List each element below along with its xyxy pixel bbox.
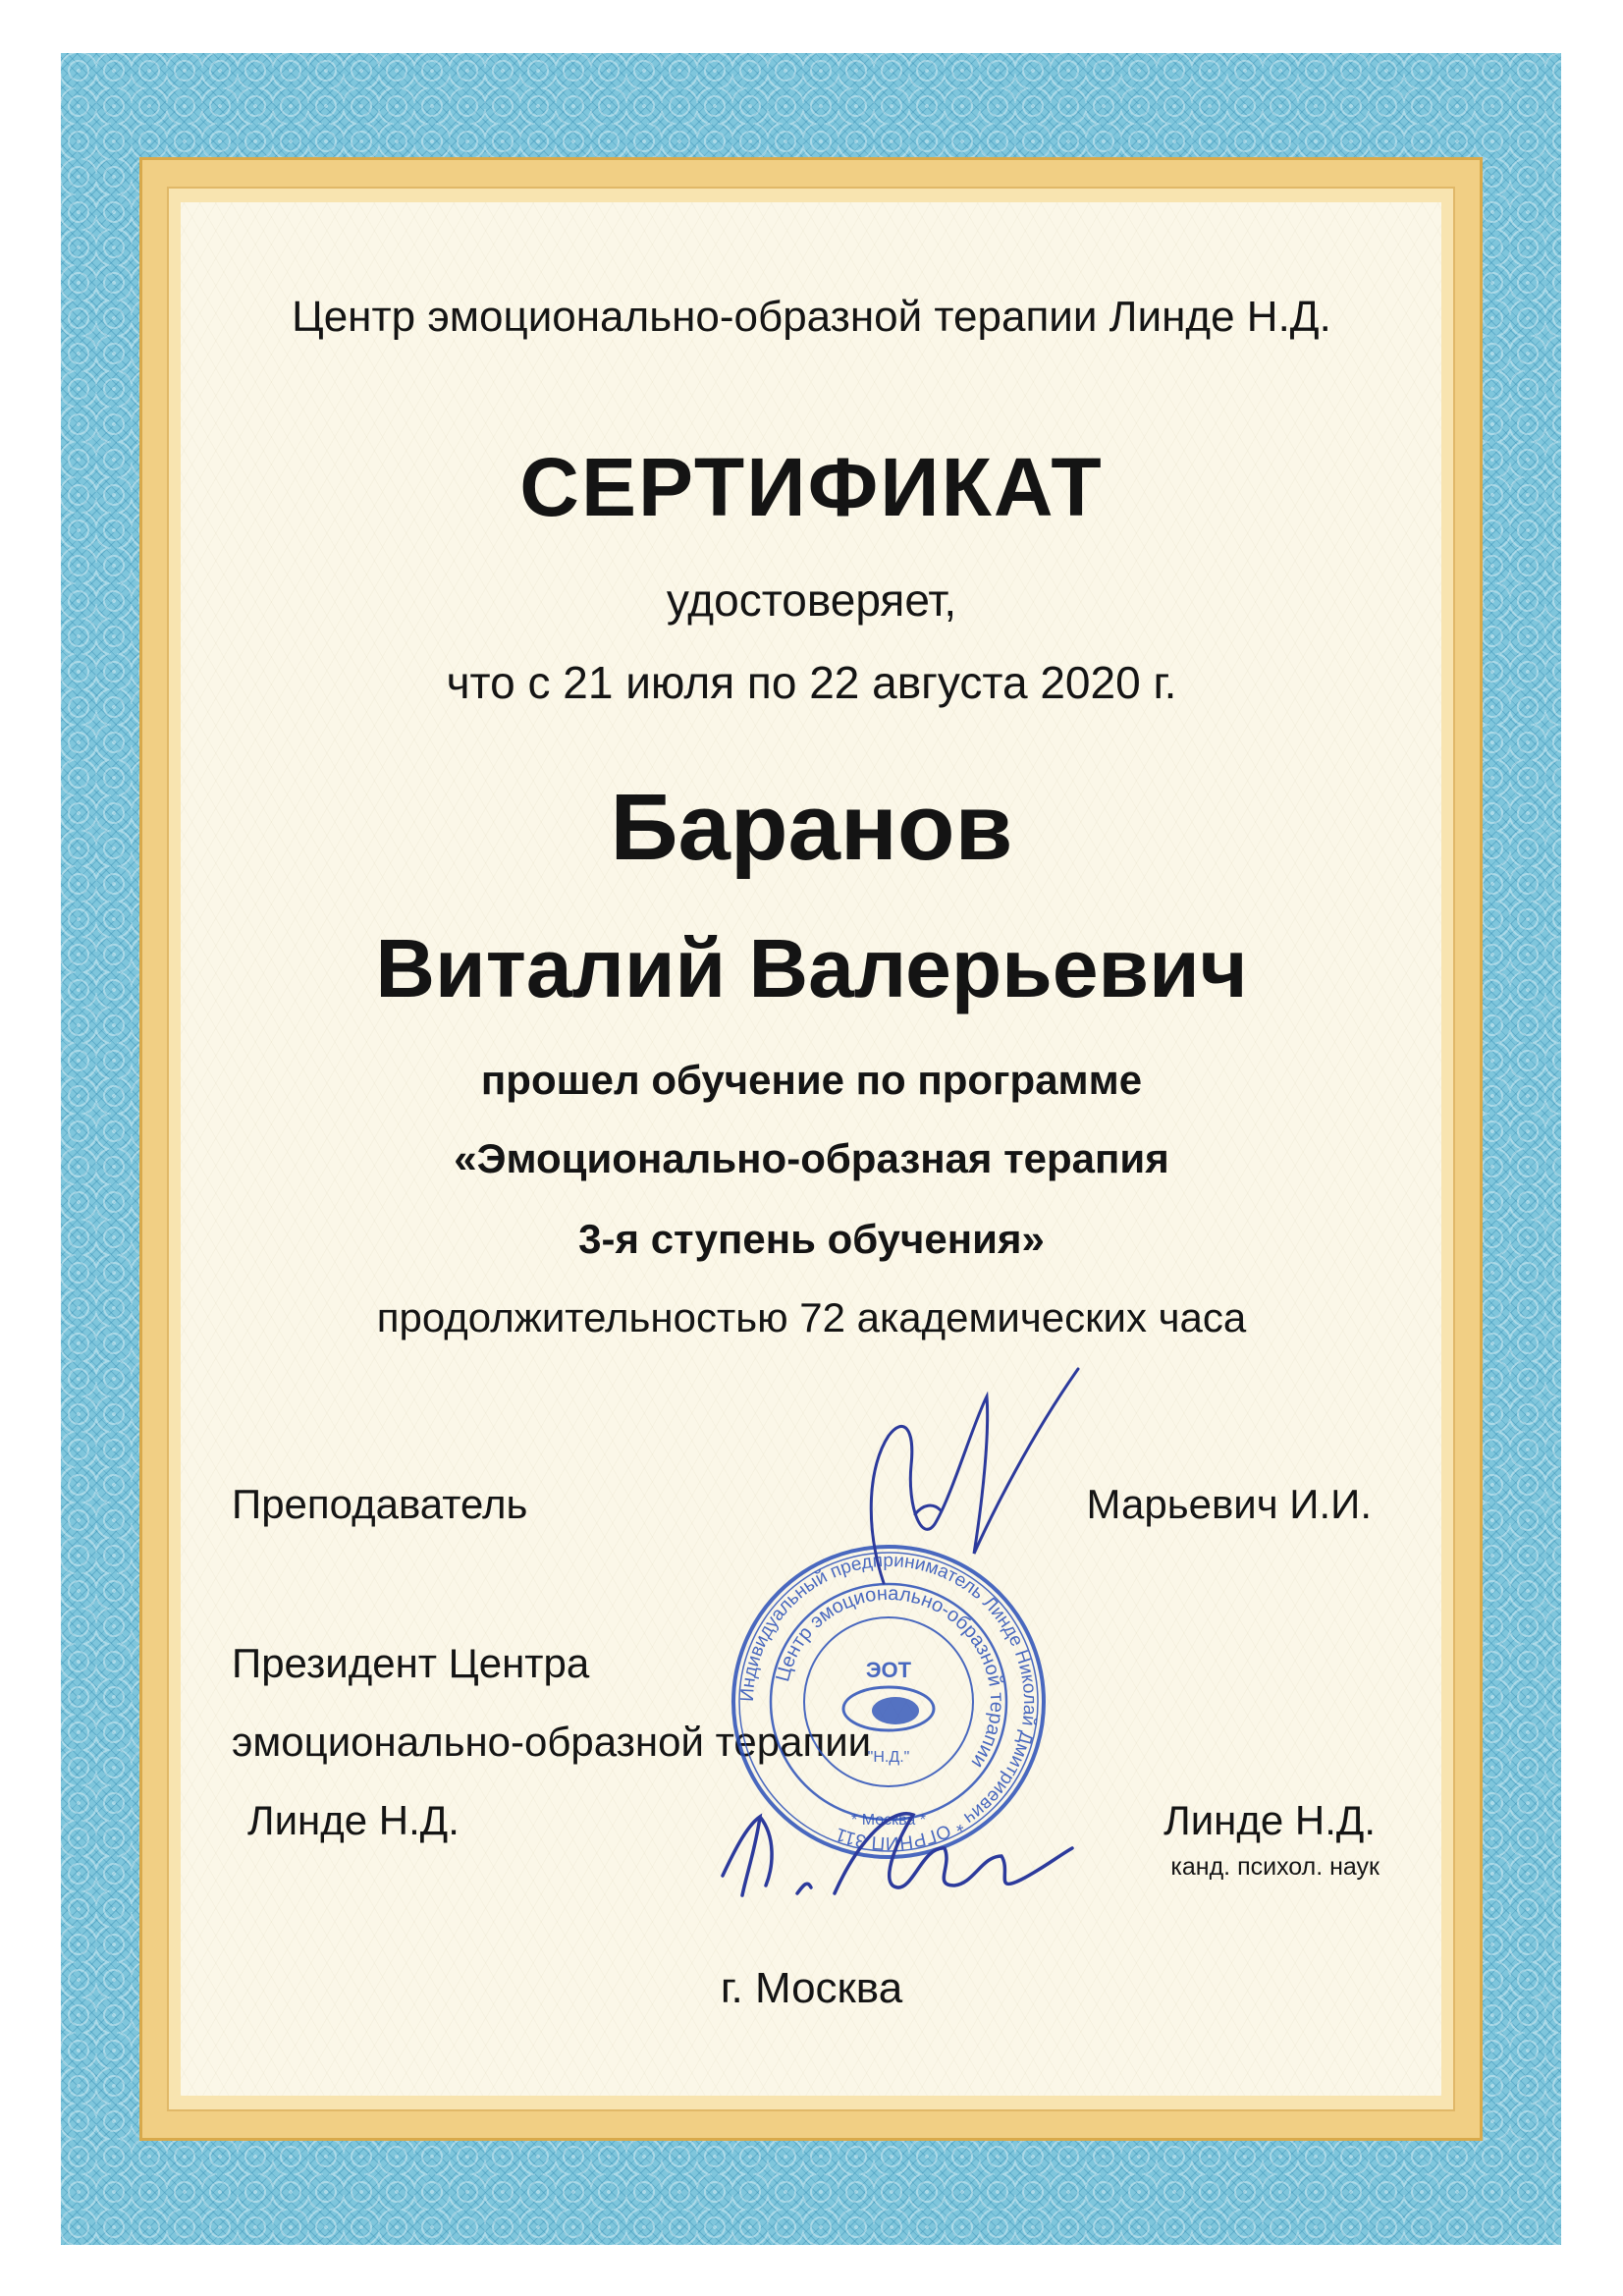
stamp-outer-text: Индивидуальный предприниматель Линде Николай Дмитриевич * ОГРНИП 311 bbox=[736, 1550, 1041, 1854]
president-title-line3: Линде Н.Д. bbox=[247, 1797, 460, 1843]
president-degree: канд. психол. наук bbox=[1170, 1853, 1380, 1881]
organization-name: Центр эмоционально-образной терапии Линде Н.Д. bbox=[292, 293, 1331, 341]
city: г. Москва bbox=[720, 1964, 903, 2012]
completion-text: прошел обучение по программе bbox=[480, 1057, 1143, 1103]
stamp-inner-text: Центр эмоционально-образной терапии bbox=[772, 1582, 1008, 1773]
teacher-name: Марьевич И.И. bbox=[1086, 1481, 1372, 1527]
president-title-line1: Президент Центра bbox=[232, 1640, 590, 1686]
program-level: 3-я ступень обучения» bbox=[578, 1216, 1045, 1262]
certifies-text: удостоверяет, bbox=[666, 574, 957, 626]
teacher-signature bbox=[825, 1357, 1109, 1593]
teacher-role-label: Преподаватель bbox=[232, 1481, 528, 1527]
recipient-given-names: Виталий Валерьевич bbox=[375, 922, 1248, 1014]
stamp-bottom-text: * Москва * bbox=[851, 1812, 926, 1829]
president-name: Линде Н.Д. bbox=[1163, 1797, 1376, 1843]
training-dates: что с 21 июля по 22 августа 2020 г. bbox=[446, 657, 1177, 708]
certificate-title: СЕРТИФИКАТ bbox=[519, 441, 1104, 533]
president-signature bbox=[687, 1777, 1080, 1925]
program-name: «Эмоционально-образная терапия bbox=[454, 1135, 1169, 1181]
program-duration: продолжительностью 72 академических часа bbox=[376, 1294, 1247, 1340]
president-title-line2: эмоционально-образной терапии bbox=[232, 1719, 872, 1765]
stamp-center-text: ЭОТ bbox=[865, 1658, 912, 1682]
stamp-name-text: "Н.Д." bbox=[867, 1749, 910, 1766]
recipient-surname: Баранов bbox=[610, 775, 1013, 880]
